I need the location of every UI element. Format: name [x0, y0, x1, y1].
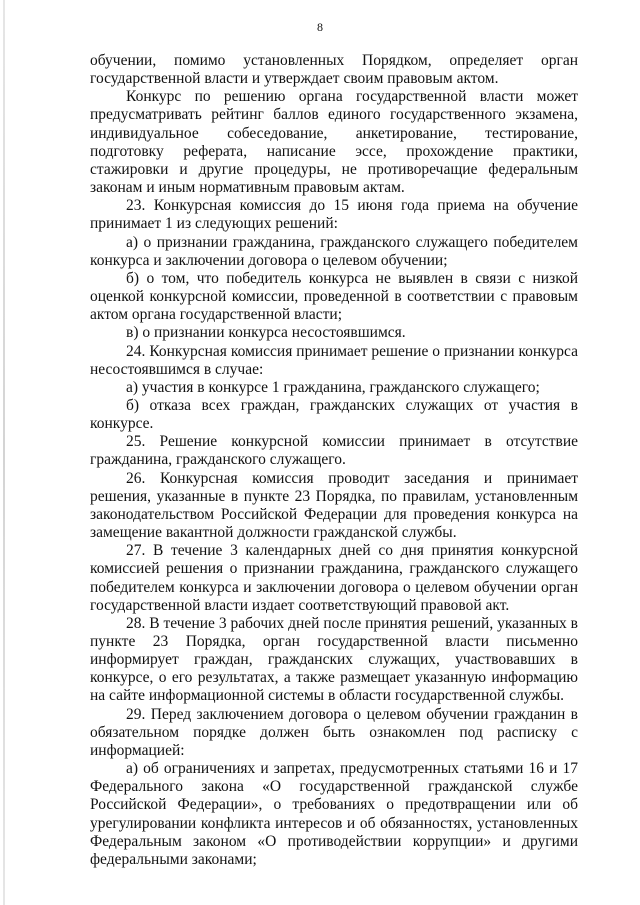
page-number: 8 [317, 20, 323, 34]
paragraph: 26. Конкурсная комиссия проводит заседания и принимает решения, указанные в пункте 23 Порядка, по правилам, установленным законодательством Российской Федерации для проведения конкурса на замещение вакантной должности гражданской службы. [90, 469, 578, 542]
scan-edge-shadow [3, 0, 5, 905]
paragraph: Конкурс по решению органа государственной власти может предусматривать рейтинг баллов единого государственного экзамена, индивидуальное собеседование, анкетирование, тестирование, подготовку реферата, написание эссе, прохождение практики, стажировки и другие процедуры, не противоречащие федеральным законам и иным нормативным правовым актам. [90, 88, 578, 197]
paragraph: обучении, помимо установленных Порядком, определяет орган государственной власти и утверждает своим правовым актом. [90, 52, 578, 88]
paragraph: в) о признании конкурса несостоявшимся. [126, 324, 406, 342]
paragraph: а) участия в конкурсе 1 гражданина, гражданского служащего; [126, 378, 540, 396]
paragraph: 23. Конкурсная комиссия до 15 июня года приема на обучение принимает 1 из следующих решений: [90, 197, 578, 233]
paragraph: 27. В течение 3 календарных дней со дня принятия конкурсной комиссией решения о признании гражданина, гражданского служащего победителем конкурса и заключении договора о целевом обучении орган государственной власти издает соответствующий правовой акт. [90, 542, 578, 614]
paragraph: 24. Конкурсная комиссия принимает решение о признании конкурса несостоявшимся в случае: [90, 342, 578, 378]
paragraph: 29. Перед заключением договора о целевом обучении гражданин в обязательном порядке должен быть ознакомлен под расписку с информацией: [90, 705, 578, 759]
paragraph: б) о том, что победитель конкурса не выявлен в связи с низкой оценкой конкурсной комиссии, проведенной в соответствии с правовым актом органа государственной власти; [90, 269, 578, 324]
document-body [90, 52, 578, 869]
paragraph: б) отказа всех граждан, гражданских служащих от участия в конкурсе. [90, 396, 578, 433]
paragraph: а) об ограничениях и запретах, предусмотренных статьями 16 и 17 Федерального закона «О государственной гражданской службе Российской Федерации», о требованиях о предотвращении или об урегулировании конфликта интересов и об обязанностях, установленных Федеральным законом «О противодействии коррупции» и другими федеральными законами; [90, 760, 578, 868]
paragraph: а) о признании гражданина, гражданского служащего победителем конкурса и заключении договора о целевом обучении; [90, 233, 578, 269]
paragraph: 25. Решение конкурсной комиссии принимает в отсутствие гражданина, гражданского служащего. [90, 433, 578, 469]
paragraph: 28. В течение 3 рабочих дней после принятия решений, указанных в пункте 23 Порядка, орган государственной власти письменно информирует граждан, гражданских служащих, участвовавших в конкурсе, о его результатах, а также размещает указанную информацию на сайте информационной системы в области государственной службы. [90, 614, 578, 705]
